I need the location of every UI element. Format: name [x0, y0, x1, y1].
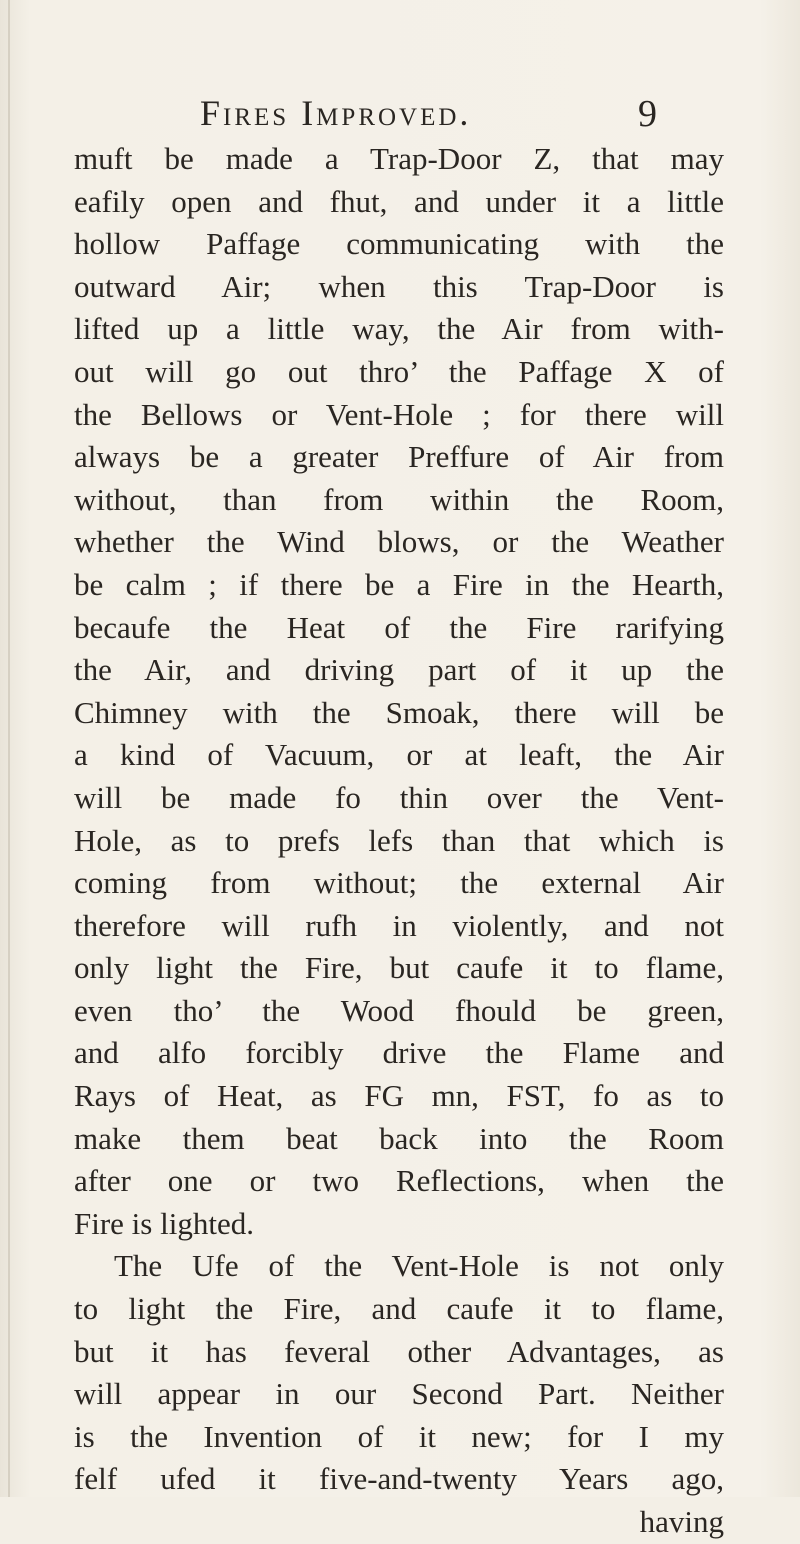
running-title: Fires Improved.	[200, 93, 472, 133]
text-line: Chimney with the Smoak, there will be	[74, 694, 724, 730]
text-line: to light the Fire, and caufe it to flame,	[74, 1291, 724, 1327]
text-line: is the Invention of it new; for I my	[74, 1418, 724, 1454]
text-line: coming from without; the external Air	[74, 865, 724, 901]
page-number: 9	[638, 93, 660, 135]
text-line: Hole, as to prefs lefs than that which is	[74, 822, 724, 858]
text-line: muft be made a Trap-Door Z, that may	[74, 141, 724, 176]
text-line: be calm ; if there be a Fire in the Hearth,	[74, 566, 724, 602]
text-line: and alfo forcibly drive the Flame and	[74, 1035, 724, 1071]
text-line: after one or two Reflections, when the	[74, 1163, 724, 1199]
text-line: Fire is lighted.	[74, 1205, 254, 1241]
text-line: even tho’ the Wood fhould be green,	[74, 992, 724, 1028]
text-line: make them beat back into the Room	[74, 1120, 724, 1156]
text-line: will appear in our Second Part. Neither	[74, 1376, 724, 1412]
page-header	[200, 92, 660, 136]
text-line: the Bellows or Vent-Hole ; for there will	[74, 396, 724, 432]
text-line: out will go out thro’ the Paffage X of	[74, 353, 724, 389]
text-line: always be a greater Preffure of Air from	[74, 439, 724, 475]
text-line: the Air, and driving part of it up the	[74, 652, 724, 688]
text-line: eafily open and fhut, and under it a little	[74, 183, 724, 219]
text-line: lifted up a little way, the Air from with-	[74, 311, 724, 347]
body-text	[74, 138, 724, 1544]
text-line: becaufe the Heat of the Fire rarifying	[74, 609, 724, 645]
text-line: but it has feveral other Advantages, as	[74, 1333, 724, 1369]
text-line: felf ufed it five-and-twenty Years ago,	[74, 1461, 724, 1497]
text-line: outward Air; when this Trap-Door is	[74, 268, 724, 304]
text-line: without, than from within the Room,	[74, 481, 724, 517]
paragraph-start-line: The Ufe of the Vent-Hole is not only	[114, 1248, 724, 1284]
text-line: only light the Fire, but caufe it to flame,	[74, 950, 724, 986]
page-gutter	[8, 0, 10, 1497]
text-line: whether the Wind blows, or the Weather	[74, 524, 724, 560]
text-line: Rays of Heat, as FG mn, FST, fo as to	[74, 1078, 724, 1114]
text-line: therefore will rufh in violently, and not	[74, 907, 724, 943]
text-line: hollow Paffage communicating with the	[74, 226, 724, 262]
catchword: having	[639, 1504, 724, 1539]
text-line: will be made fo thin over the Vent-	[74, 779, 724, 815]
text-line: a kind of Vacuum, or at leaft, the Air	[74, 737, 724, 773]
